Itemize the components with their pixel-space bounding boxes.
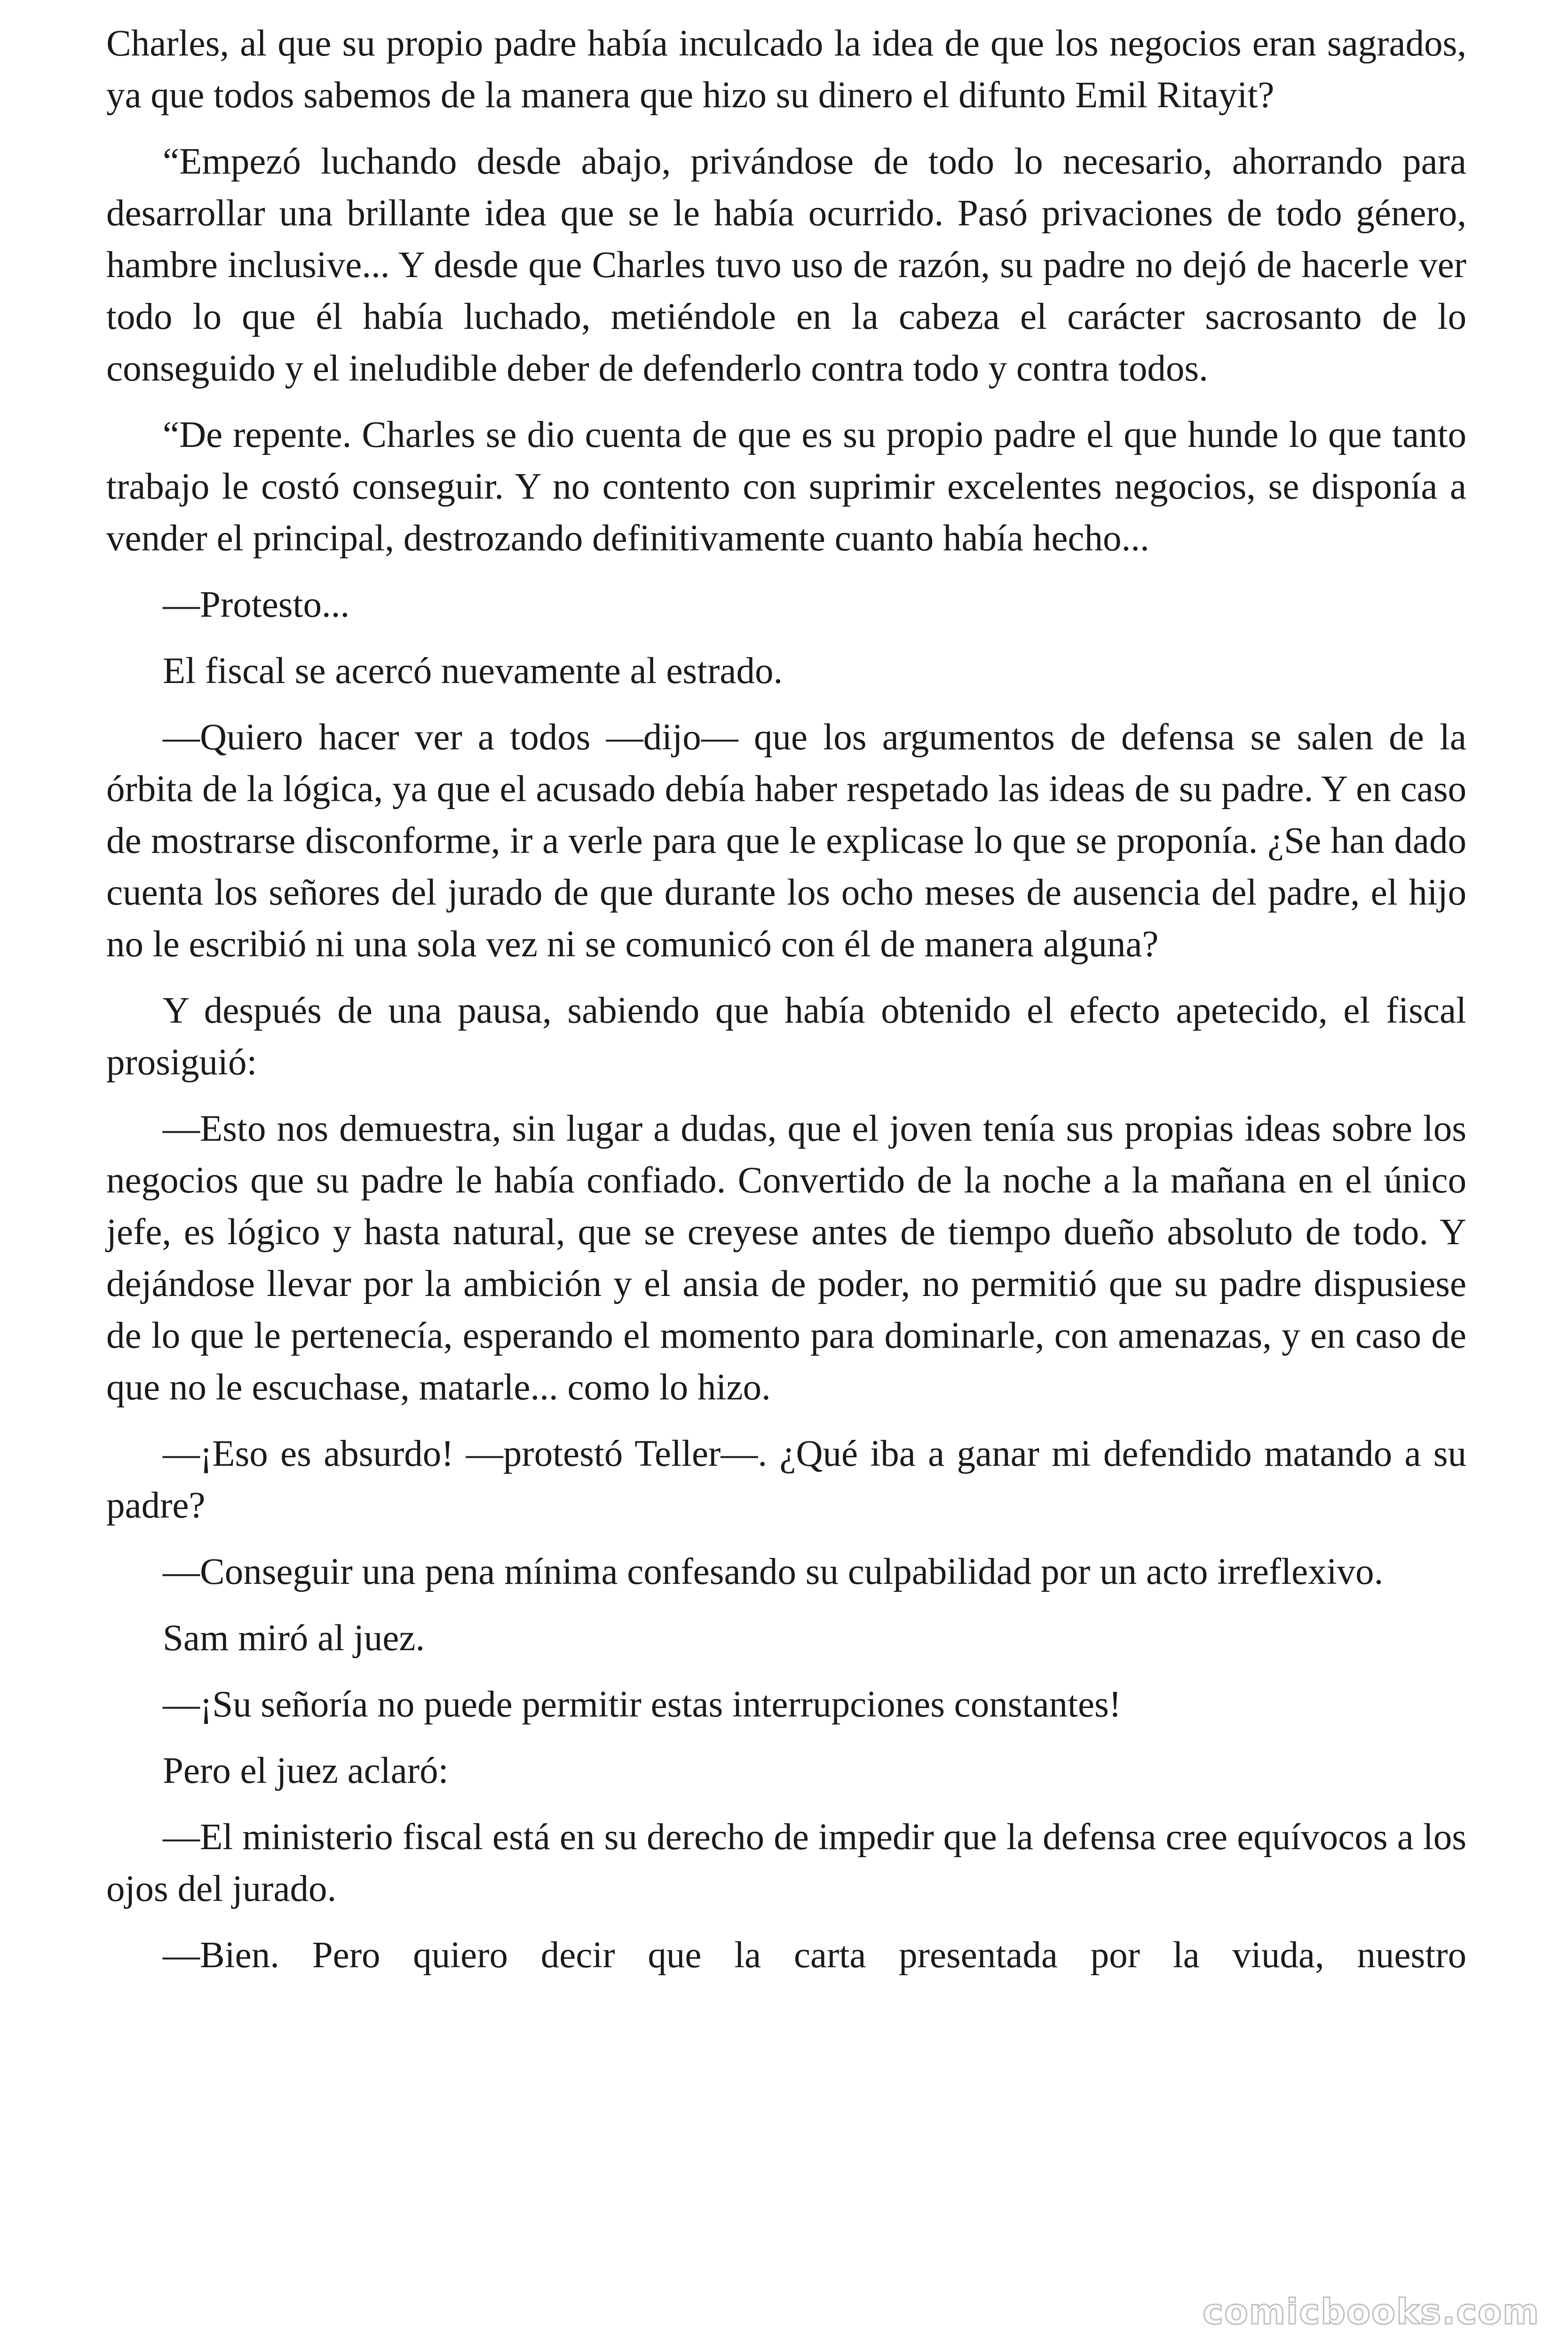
- page-text-column: [106, 18, 1466, 1981]
- paragraph-10: —Conseguir una pena mínima confesando su culpabilidad por un acto irreflexivo.: [163, 1551, 1384, 1592]
- paragraph-11: Sam miró al juez.: [163, 1618, 425, 1659]
- paragraph-5: El fiscal se acercó nuevamente al estrado.: [163, 651, 783, 691]
- paragraph-2: “Empezó luchando desde abajo, privándose de todo lo necesario, ahorrando para desarrollar una brillante idea que se le había ocurrido. Pasó privaciones de todo género, hambre inclusive... Y desde que Charles tuvo uso de razón, su padre no dejó de hacerle ver todo lo que él había luchado, metiéndole en la cabeza el carácter sacrosanto de lo conseguido y el ineludible deber de defenderlo contra todo y contra todos.: [106, 141, 1466, 389]
- paragraph-6: —Quiero hacer ver a todos —dijo— que los argumentos de defensa se salen de la órbita de la lógica, ya que el acusado debía haber respetado las ideas de su padre. Y en caso de mostrarse disconforme, ir a verle para que le explicase lo que se proponía. ¿Se han dado cuenta los señores del jurado de que durante los ocho meses de ausencia del padre, el hijo no le escribió ni una sola vez ni se comunicó con él de manera alguna?: [106, 717, 1466, 965]
- paragraph-15: —Bien. Pero quiero decir que la carta presentada por la viuda, nuestro: [163, 1935, 1466, 1976]
- paragraph-14: —El ministerio fiscal está en su derecho de impedir que la defensa cree equívocos a los ojos del jurado.: [106, 1817, 1466, 1909]
- paragraph-1: Charles, al que su propio padre había inculcado la idea de que los negocios eran sagrados, ya que todos sabemos de la manera que hizo su dinero el difunto Emil Ritayit?: [106, 23, 1466, 116]
- paragraph-4: —Protesto...: [163, 584, 350, 625]
- watermark-logo: comicbooks.com: [1203, 2292, 1540, 2332]
- paragraph-13: Pero el juez aclaró:: [163, 1750, 449, 1791]
- paragraph-3: “De repente. Charles se dio cuenta de que es su propio padre el que hunde lo que tanto trabajo le costó conseguir. Y no contento con suprimir excelentes negocios, se disponía a vender el principal, destrozando definitivamente cuanto había hecho...: [106, 414, 1466, 559]
- paragraph-9: —¡Eso es absurdo! —protestó Teller—. ¿Qué iba a ganar mi defendido matando a su padre?: [106, 1433, 1466, 1526]
- paragraph-7: Y después de una pausa, sabiendo que había obtenido el efecto apetecido, el fiscal prosiguió:: [106, 990, 1466, 1083]
- paragraph-12: —¡Su señoría no puede permitir estas interrupciones constantes!: [163, 1684, 1122, 1725]
- paragraph-8: —Esto nos demuestra, sin lugar a dudas, que el joven tenía sus propias ideas sobre los negocios que su padre le había confiado. Convertido de la noche a la mañana en el único jefe, es lógico y hasta natural, que se creyese antes de tiempo dueño absoluto de todo. Y dejándose llevar por la ambición y el ansia de poder, no permitió que su padre dispusiese de lo que le pertenecía, esperando el momento para dominarle, con amenazas, y en caso de que no le escuchase, matarle... como lo hizo.: [106, 1108, 1466, 1408]
